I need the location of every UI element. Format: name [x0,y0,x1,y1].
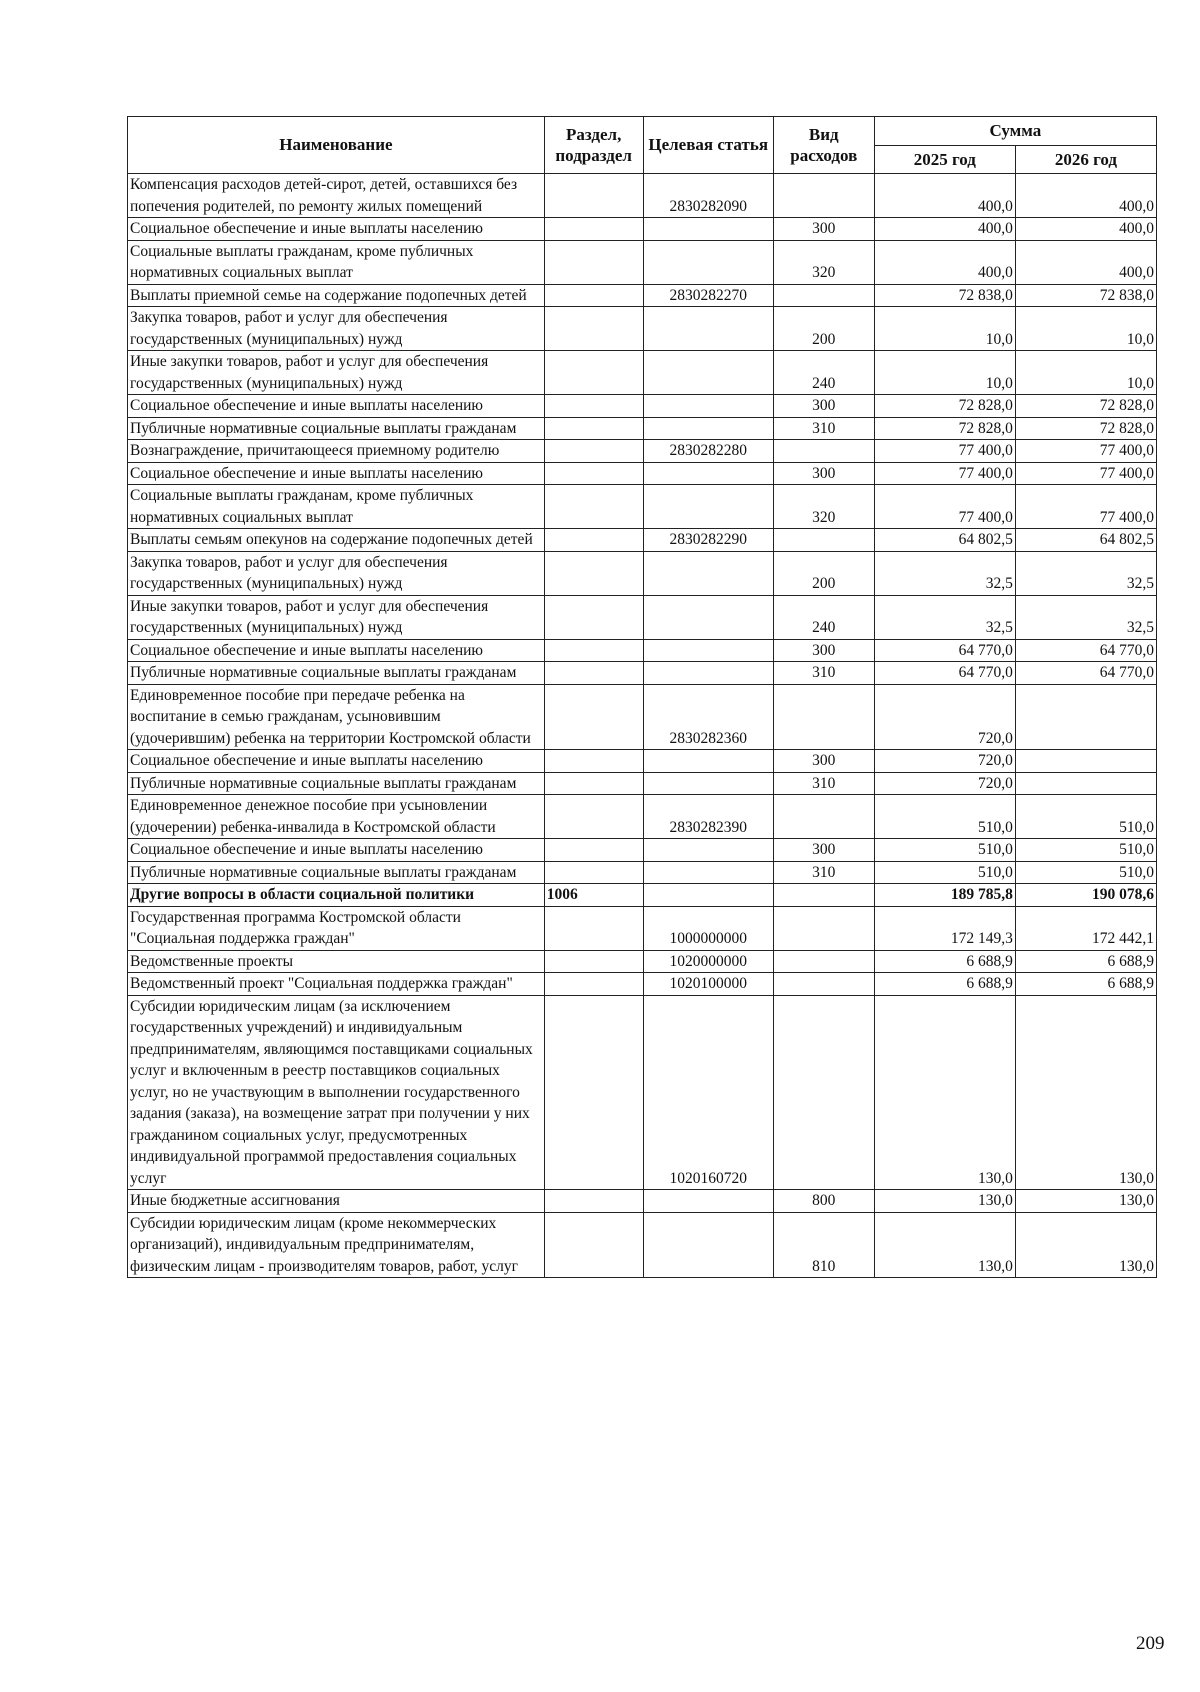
cell-sum-2025: 720,0 [874,772,1015,795]
cell-section: 1006 [544,884,643,907]
cell-section [544,750,643,773]
cell-target-article [643,462,773,485]
table-row [128,839,1157,862]
cell-target-article [643,1212,773,1278]
cell-expense-type: 300 [773,639,874,662]
cell-sum-2025: 77 400,0 [874,440,1015,463]
cell-sum-2026: 10,0 [1015,307,1156,351]
cell-section [544,772,643,795]
cell-expense-type [773,684,874,750]
cell-sum-2026: 77 400,0 [1015,485,1156,529]
cell-section [544,662,643,685]
cell-expense-type [773,174,874,218]
cell-section [544,174,643,218]
cell-sum-2025: 72 828,0 [874,395,1015,418]
cell-sum-2025: 189 785,8 [874,884,1015,907]
cell-expense-type: 320 [773,240,874,284]
cell-name: Социальные выплаты гражданам, кроме публичных нормативных социальных выплат [128,485,545,529]
cell-name: Социальное обеспечение и иные выплаты населению [128,839,545,862]
cell-sum-2025: 77 400,0 [874,485,1015,529]
cell-sum-2025: 64 802,5 [874,529,1015,552]
cell-name: Субсидии юридическим лицам (за исключением государственных учреждений) и индивидуальным предпринимателям, являющимся поставщиками социальных услуг и включенным в реестр поставщиков социальных услуг, но не участвующим в выполнении государственного задания (заказа), на возмещение затрат при получении у них гражданином социальных услуг, предусмотренных индивидуальной программой предоставления социальных услуг [128,995,545,1190]
table-row [128,595,1157,639]
cell-sum-2025: 72 838,0 [874,284,1015,307]
cell-sum-2025: 77 400,0 [874,462,1015,485]
cell-sum-2026: 510,0 [1015,861,1156,884]
table-row [128,884,1157,907]
cell-expense-type [773,950,874,973]
table-row [128,662,1157,685]
cell-target-article: 2830282290 [643,529,773,552]
cell-sum-2026: 400,0 [1015,174,1156,218]
header-expense-type: Вид расходов [773,117,874,174]
cell-target-article [643,772,773,795]
cell-sum-2026: 32,5 [1015,551,1156,595]
cell-name: Субсидии юридическим лицам (кроме некоммерческих организаций), индивидуальным предпринимателям, физическим лицам - производителям товаров, работ, услуг [128,1212,545,1278]
cell-sum-2025: 6 688,9 [874,950,1015,973]
table-row [128,950,1157,973]
cell-sum-2025: 10,0 [874,307,1015,351]
cell-name: Иные закупки товаров, работ и услуг для обеспечения государственных (муниципальных) нужд [128,351,545,395]
cell-section [544,839,643,862]
cell-target-article: 2830282390 [643,795,773,839]
table-body [128,174,1157,1278]
header-year-2026: 2026 год [1015,145,1156,174]
cell-section [544,795,643,839]
cell-expense-type [773,284,874,307]
cell-target-article [643,1190,773,1213]
cell-sum-2025: 72 828,0 [874,417,1015,440]
cell-section [544,995,643,1190]
table-row [128,639,1157,662]
cell-expense-type [773,529,874,552]
cell-section [544,240,643,284]
cell-target-article [643,218,773,241]
cell-section [544,973,643,996]
cell-target-article: 1020100000 [643,973,773,996]
table-row [128,218,1157,241]
cell-expense-type: 310 [773,861,874,884]
table-row [128,307,1157,351]
cell-name: Социальное обеспечение и иные выплаты населению [128,395,545,418]
cell-expense-type: 310 [773,417,874,440]
cell-sum-2026: 510,0 [1015,839,1156,862]
cell-name: Социальное обеспечение и иные выплаты населению [128,462,545,485]
cell-expense-type [773,973,874,996]
table-row [128,973,1157,996]
cell-section [544,462,643,485]
table-row [128,174,1157,218]
cell-expense-type: 300 [773,462,874,485]
cell-sum-2025: 32,5 [874,595,1015,639]
cell-section [544,595,643,639]
cell-section [544,950,643,973]
cell-sum-2026: 400,0 [1015,240,1156,284]
table-row [128,485,1157,529]
cell-name: Закупка товаров, работ и услуг для обеспечения государственных (муниципальных) нужд [128,551,545,595]
cell-expense-type: 300 [773,395,874,418]
table-row [128,1212,1157,1278]
cell-expense-type: 310 [773,662,874,685]
cell-expense-type: 240 [773,595,874,639]
cell-sum-2026: 6 688,9 [1015,950,1156,973]
table-row [128,750,1157,773]
cell-target-article [643,884,773,907]
cell-section [544,485,643,529]
cell-expense-type: 300 [773,218,874,241]
cell-sum-2025: 6 688,9 [874,973,1015,996]
cell-name: Публичные нормативные социальные выплаты гражданам [128,772,545,795]
header-sum: Сумма [874,117,1156,146]
cell-section [544,906,643,950]
cell-name: Закупка товаров, работ и услуг для обеспечения государственных (муниципальных) нужд [128,307,545,351]
cell-expense-type [773,995,874,1190]
cell-sum-2026: 172 442,1 [1015,906,1156,950]
header-year-2025: 2025 год [874,145,1015,174]
cell-sum-2026: 400,0 [1015,218,1156,241]
table-row [128,906,1157,950]
cell-target-article [643,240,773,284]
cell-sum-2026: 77 400,0 [1015,462,1156,485]
cell-sum-2026: 130,0 [1015,995,1156,1190]
table-row [128,995,1157,1190]
cell-sum-2025: 510,0 [874,839,1015,862]
table-row [128,861,1157,884]
cell-expense-type: 810 [773,1212,874,1278]
cell-sum-2025: 720,0 [874,750,1015,773]
cell-target-article [643,595,773,639]
cell-target-article: 2830282090 [643,174,773,218]
cell-target-article [643,417,773,440]
cell-sum-2025: 130,0 [874,1190,1015,1213]
cell-section [544,551,643,595]
table-row [128,529,1157,552]
table-row [128,551,1157,595]
header-target-article: Целевая статья [643,117,773,174]
cell-section [544,417,643,440]
cell-expense-type [773,795,874,839]
cell-section [544,351,643,395]
cell-name: Публичные нормативные социальные выплаты гражданам [128,662,545,685]
cell-target-article: 1020160720 [643,995,773,1190]
cell-sum-2025: 10,0 [874,351,1015,395]
cell-name: Единовременное пособие при передаче ребенка на воспитание в семью гражданам, усыновившим (удочерившим) ребенка на территории Костромской области [128,684,545,750]
cell-name: Иные закупки товаров, работ и услуг для обеспечения государственных (муниципальных) нужд [128,595,545,639]
table-row [128,795,1157,839]
cell-name: Публичные нормативные социальные выплаты гражданам [128,861,545,884]
cell-name: Выплаты приемной семье на содержание подопечных детей [128,284,545,307]
cell-sum-2026 [1015,684,1156,750]
cell-sum-2026: 130,0 [1015,1190,1156,1213]
cell-target-article: 1000000000 [643,906,773,950]
cell-expense-type: 800 [773,1190,874,1213]
cell-target-article: 2830282360 [643,684,773,750]
table-row [128,395,1157,418]
cell-name: Социальное обеспечение и иные выплаты населению [128,639,545,662]
cell-sum-2025: 400,0 [874,240,1015,284]
cell-expense-type: 240 [773,351,874,395]
table-row [128,440,1157,463]
cell-target-article [643,839,773,862]
cell-sum-2025: 64 770,0 [874,662,1015,685]
cell-sum-2026: 510,0 [1015,795,1156,839]
cell-sum-2025: 64 770,0 [874,639,1015,662]
cell-target-article [643,662,773,685]
cell-name: Другие вопросы в области социальной политики [128,884,545,907]
cell-expense-type: 320 [773,485,874,529]
cell-sum-2025: 172 149,3 [874,906,1015,950]
table-header [128,117,1157,174]
cell-name: Социальное обеспечение и иные выплаты населению [128,750,545,773]
cell-sum-2026: 64 770,0 [1015,639,1156,662]
cell-expense-type [773,906,874,950]
cell-name: Выплаты семьям опекунов на содержание подопечных детей [128,529,545,552]
cell-target-article [643,551,773,595]
cell-target-article [643,639,773,662]
cell-section [544,307,643,351]
cell-sum-2026: 72 838,0 [1015,284,1156,307]
cell-sum-2025: 510,0 [874,861,1015,884]
cell-section [544,529,643,552]
page-number: 209 [1136,1633,1165,1654]
cell-expense-type: 300 [773,750,874,773]
cell-name: Государственная программа Костромской области "Социальная поддержка граждан" [128,906,545,950]
cell-sum-2025: 720,0 [874,684,1015,750]
table-row [128,284,1157,307]
table-row [128,462,1157,485]
cell-sum-2026 [1015,750,1156,773]
table-row [128,684,1157,750]
cell-sum-2025: 130,0 [874,995,1015,1190]
cell-section [544,861,643,884]
cell-name: Вознаграждение, причитающееся приемному родителю [128,440,545,463]
cell-sum-2026: 190 078,6 [1015,884,1156,907]
cell-expense-type: 310 [773,772,874,795]
cell-sum-2026: 130,0 [1015,1212,1156,1278]
cell-sum-2026: 64 802,5 [1015,529,1156,552]
cell-name: Единовременное денежное пособие при усыновлении (удочерении) ребенка-инвалида в Костромской области [128,795,545,839]
cell-section [544,684,643,750]
cell-target-article: 2830282280 [643,440,773,463]
cell-section [544,395,643,418]
cell-target-article: 2830282270 [643,284,773,307]
cell-name: Социальное обеспечение и иные выплаты населению [128,218,545,241]
budget-table [127,116,1157,1278]
cell-target-article: 1020000000 [643,950,773,973]
cell-section [544,1212,643,1278]
header-name: Наименование [128,117,545,174]
cell-name: Социальные выплаты гражданам, кроме публичных нормативных социальных выплат [128,240,545,284]
cell-sum-2025: 400,0 [874,174,1015,218]
cell-target-article [643,351,773,395]
cell-expense-type [773,884,874,907]
cell-sum-2026: 6 688,9 [1015,973,1156,996]
cell-sum-2025: 510,0 [874,795,1015,839]
cell-expense-type: 200 [773,551,874,595]
cell-name: Публичные нормативные социальные выплаты гражданам [128,417,545,440]
cell-name: Ведомственные проекты [128,950,545,973]
cell-expense-type: 200 [773,307,874,351]
cell-sum-2026: 64 770,0 [1015,662,1156,685]
table-row [128,351,1157,395]
cell-name: Компенсация расходов детей-сирот, детей, оставшихся без попечения родителей, по ремонту жилых помещений [128,174,545,218]
cell-section [544,284,643,307]
cell-expense-type [773,440,874,463]
cell-target-article [643,307,773,351]
cell-name: Иные бюджетные ассигнования [128,1190,545,1213]
cell-sum-2025: 130,0 [874,1212,1015,1278]
cell-target-article [643,750,773,773]
cell-expense-type: 300 [773,839,874,862]
cell-section [544,639,643,662]
cell-target-article [643,485,773,529]
cell-sum-2025: 400,0 [874,218,1015,241]
table-row [128,240,1157,284]
cell-sum-2026 [1015,772,1156,795]
cell-sum-2025: 32,5 [874,551,1015,595]
cell-sum-2026: 72 828,0 [1015,395,1156,418]
table-row [128,1190,1157,1213]
header-section: Раздел, подраздел [544,117,643,174]
cell-name: Ведомственный проект "Социальная поддержка граждан" [128,973,545,996]
cell-section [544,1190,643,1213]
table-row [128,772,1157,795]
cell-sum-2026: 72 828,0 [1015,417,1156,440]
cell-sum-2026: 32,5 [1015,595,1156,639]
table-row [128,417,1157,440]
cell-sum-2026: 10,0 [1015,351,1156,395]
cell-sum-2026: 77 400,0 [1015,440,1156,463]
cell-section [544,440,643,463]
cell-target-article [643,861,773,884]
cell-target-article [643,395,773,418]
cell-section [544,218,643,241]
